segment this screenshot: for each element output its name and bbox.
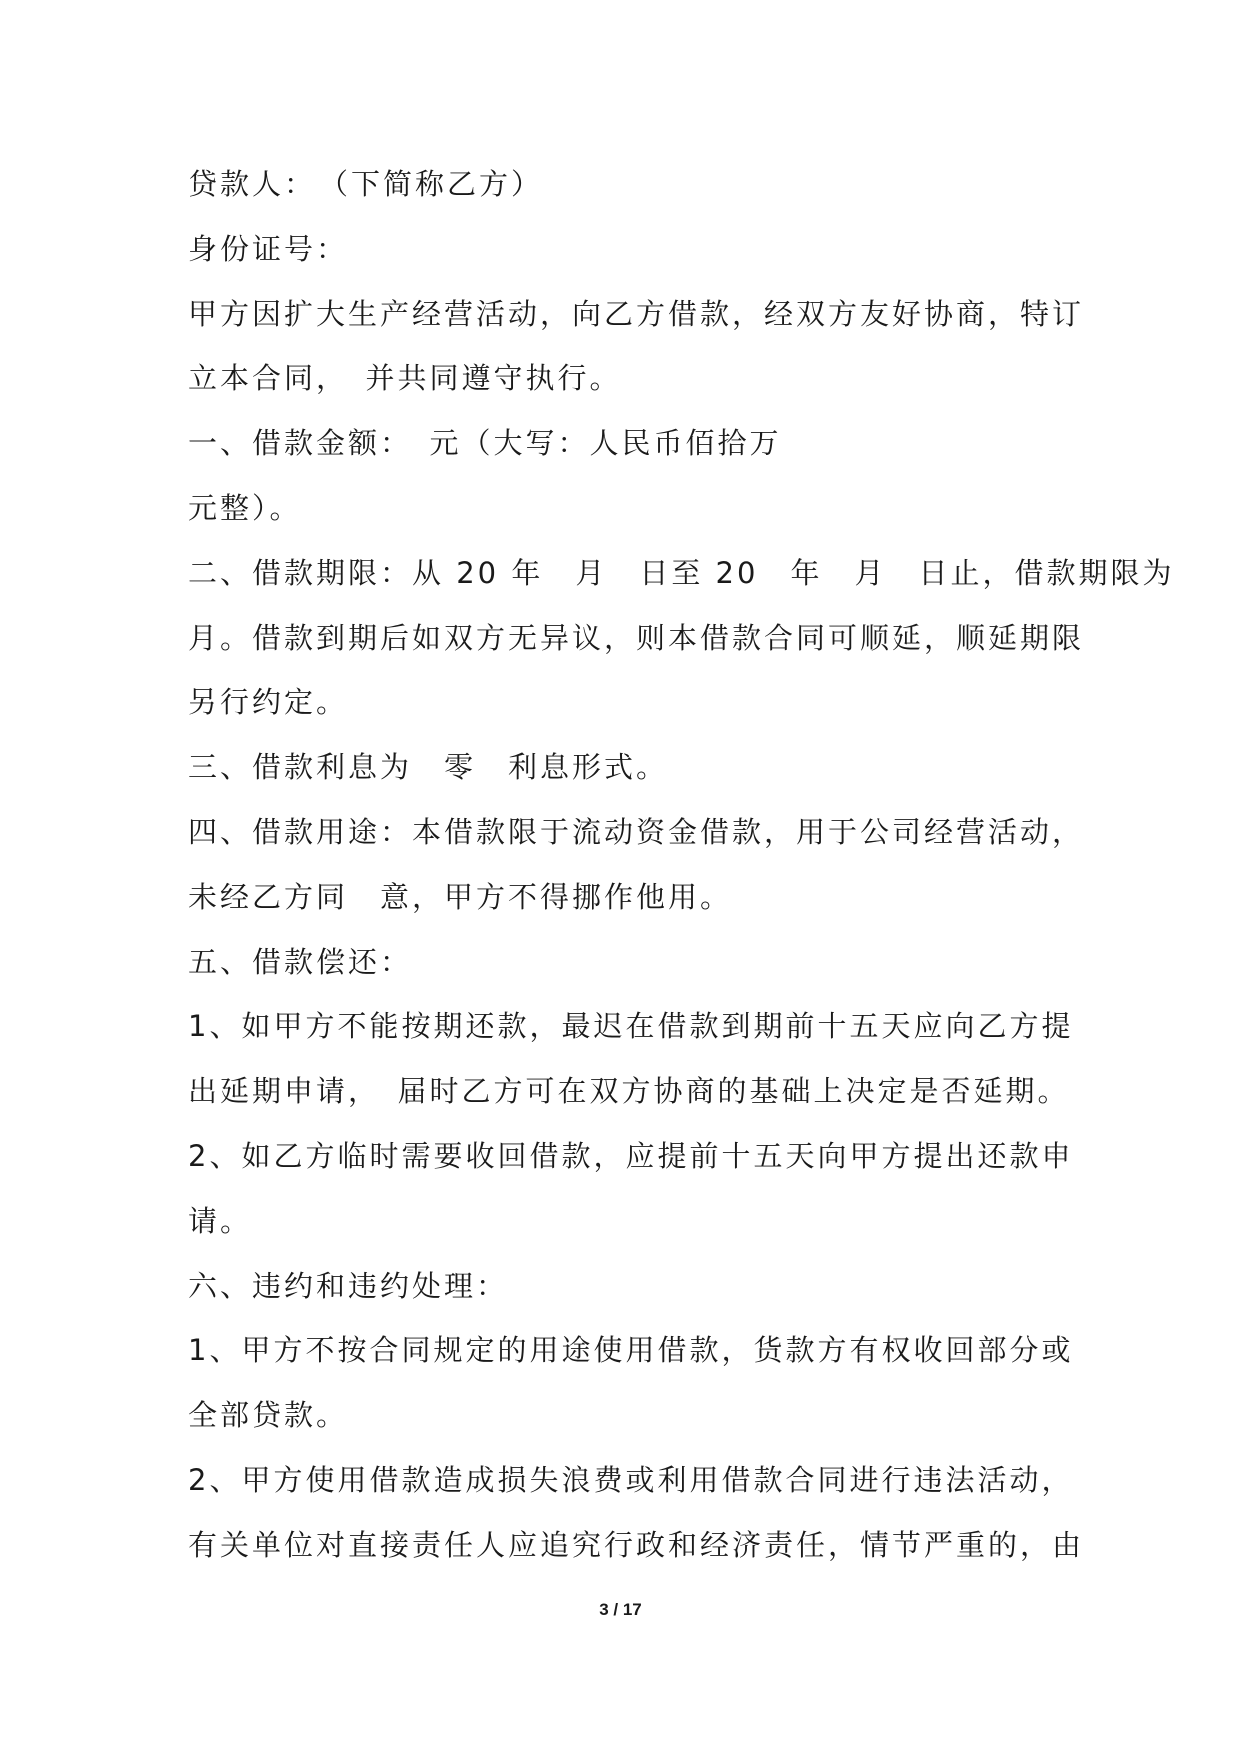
clause-5-item-1: 1、如甲方不能按期还款，最迟在借款到期前十五天应向乙方提 [188,1009,1074,1044]
clause-4-purpose-cont: 未经乙方同 意，甲方不得挪作他用。 [188,879,733,914]
clause-6-item-2: 2、甲方使用借款造成损失浪费或利用借款合同进行违法活动， [188,1462,1074,1497]
clause-5-item-2: 2、如乙方临时需要收回借款，应提前十五天向甲方提出还款申 [188,1138,1074,1173]
clause-6-item-1: 1、甲方不按合同规定的用途使用借款，货款方有权收回部分或 [188,1333,1074,1368]
clause-5-item-2-cont: 请。 [188,1203,253,1238]
clause-4-purpose: 四、借款用途：本借款限于流动资金借款，用于公司经营活动， [188,814,1085,849]
clause-3-interest: 三、借款利息为 零 利息形式。 [188,750,669,785]
text-line-lender: 贷款人： （下简称乙方） [188,167,544,201]
clause-5-item-1-cont: 出延期申请， 届时乙方可在双方协商的基础上决定是否延期。 [188,1074,1070,1109]
clause-2-term: 二、借款期限：从 20 年 月 日至 20 年 月 日止，借款期限为 [188,555,1175,590]
text-line-intro-1: 甲方因扩大生产经营活动，向乙方借款，经双方友好协商，特订 [188,296,1085,331]
clause-5-repayment: 五、借款偿还： [188,944,413,979]
page-number: 3 / 17 [599,1600,642,1619]
contract-body [188,152,1175,1578]
text-line-intro-2: 立本合同， 并共同遵守执行。 [188,361,622,396]
clause-6-item-2-cont: 有关单位对直接责任人应追究行政和经济责任，情节严重的，由 [188,1527,1085,1562]
clause-6-breach: 六、违约和违约处理： [188,1268,509,1303]
clause-6-item-1-cont: 全部贷款。 [188,1398,349,1433]
clause-2-term-end: 另行约定。 [188,685,349,720]
clause-1-amount: 一、借款金额： 元（大写：人民币佰拾万 [188,426,782,461]
clause-1-amount-cont: 元整）。 [188,490,302,525]
text-line-id-number: 身份证号： [188,231,349,266]
clause-2-term-cont: 月。借款到期后如双方无异议，则本借款合同可顺延，顺延期限 [188,620,1085,655]
